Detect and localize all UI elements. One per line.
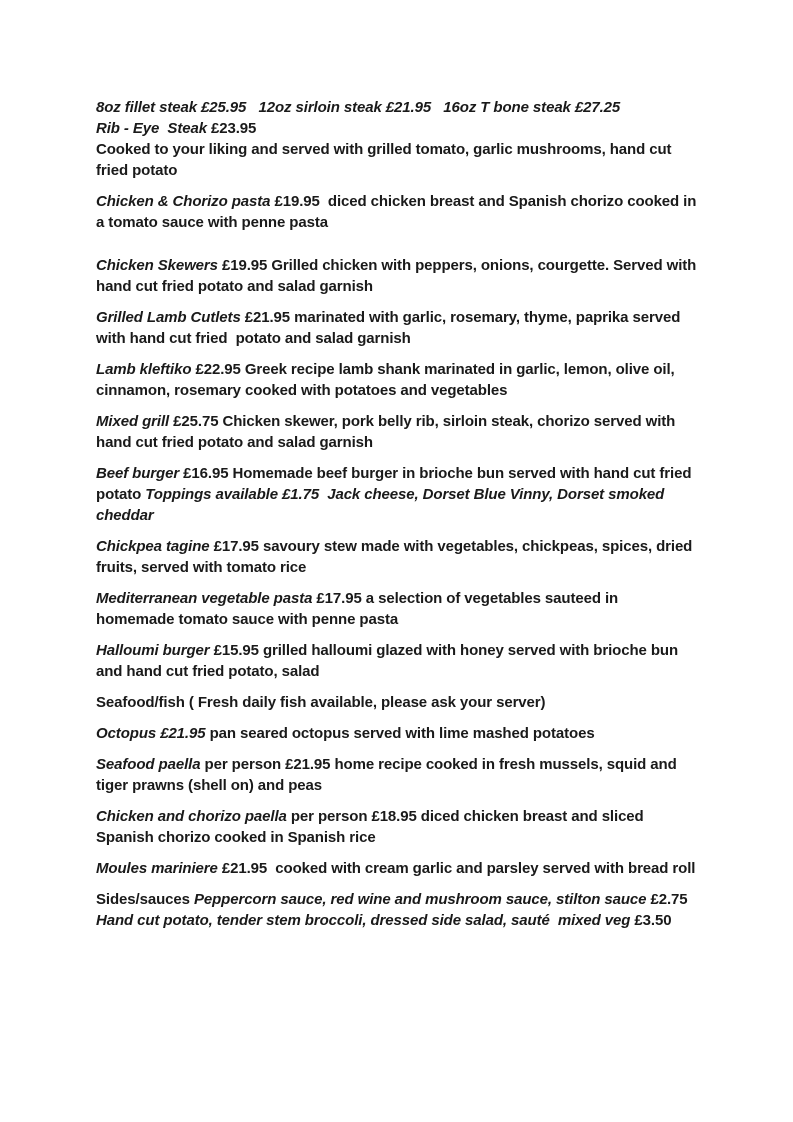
moules-mariniere bbox=[96, 858, 698, 879]
dish-name: Chicken and chorizo paella bbox=[96, 808, 291, 825]
toppings-note: Toppings available £1.75 Jack cheese, Dorset Blue Vinny, Dorset smoked cheddar bbox=[96, 486, 669, 524]
beef-burger bbox=[96, 463, 698, 526]
chickpea-tagine bbox=[96, 536, 698, 578]
dish-name: Mediterranean vegetable pasta bbox=[96, 590, 317, 607]
dish-description: £17.95 savoury stew made with vegetables, chickpeas, spices, dried fruits, served with tomato rice bbox=[96, 538, 697, 576]
grilled-lamb-cutlets bbox=[96, 307, 698, 349]
sides-sauces bbox=[96, 889, 698, 931]
dish-description: £21.95 cooked with cream garlic and parsley served with bread roll bbox=[221, 860, 696, 877]
section-heading: Seafood/fish ( Fresh daily fish available, please ask your server) bbox=[96, 694, 546, 711]
chicken-and-chorizo-paella bbox=[96, 806, 698, 848]
halloumi-burger bbox=[96, 640, 698, 682]
dish-description: £15.95 grilled halloumi glazed with honey served with brioche bun and hand cut fried potato, salad bbox=[96, 642, 683, 680]
dish-name: Chicken Skewers bbox=[96, 257, 222, 274]
mediterranean-vegetable-pasta bbox=[96, 588, 698, 630]
dish-description: £17.95 a selection of vegetables sauteed in homemade tomato sauce with penne pasta bbox=[96, 590, 623, 628]
sauces-price: £2.75 bbox=[650, 891, 692, 908]
dish-name: Beef burger bbox=[96, 465, 184, 482]
chicken-skewers bbox=[96, 255, 701, 297]
sauces-list: Peppercorn sauce, red wine and mushroom sauce, stilton sauce bbox=[193, 891, 651, 908]
dish-name: Moules mariniere bbox=[96, 860, 222, 877]
dish-description: £16.95 Homemade beef burger in brioche bun served with hand cut fried potato bbox=[96, 465, 696, 503]
lamb-kleftiko bbox=[96, 359, 698, 401]
sides-list: Hand cut potato, tender stem broccoli, dressed side salad, sauté mixed veg bbox=[96, 912, 635, 929]
dish-description: £25.75 Chicken skewer, pork belly rib, sirloin steak, chorizo served with hand cut fried potato and salad garnish bbox=[96, 413, 680, 451]
seafood-paella bbox=[96, 754, 698, 796]
steaks-section bbox=[96, 97, 698, 181]
dish-description: per person £18.95 diced chicken breast and sliced Spanish chorizo cooked in Spanish rice bbox=[96, 808, 648, 846]
dish-price: £23.95 bbox=[211, 120, 257, 137]
dish-description: £21.95 marinated with garlic, rosemary, thyme, paprika served with hand cut fried potato and salad garnish bbox=[96, 309, 685, 347]
dish-name: Mixed grill bbox=[96, 413, 174, 430]
dish-description: Cooked to your liking and served with grilled tomato, garlic mushrooms, hand cut fried potato bbox=[96, 141, 676, 179]
dish-description: £19.95 diced chicken breast and Spanish chorizo cooked in a tomato sauce with penne pasta bbox=[96, 193, 701, 231]
dish-name: Rib - Eye Steak bbox=[96, 120, 212, 137]
menu-content bbox=[96, 97, 701, 931]
chicken-chorizo-pasta bbox=[96, 191, 701, 233]
dish-description: £22.95 Greek recipe lamb shank marinated in garlic, lemon, olive oil, cinnamon, rosemary cooked with potatoes and vegetables bbox=[96, 361, 679, 399]
dish-description: £19.95 Grilled chicken with peppers, onions, courgette. Served with hand cut fried potato and salad garnish bbox=[96, 257, 701, 295]
section-heading: Sides/sauces bbox=[96, 891, 194, 908]
sides-price: £3.50 bbox=[634, 912, 672, 929]
dish-name: Chicken & Chorizo pasta bbox=[96, 193, 275, 210]
mixed-grill bbox=[96, 411, 698, 453]
dish-name: Seafood paella bbox=[96, 756, 205, 773]
dish-description: per person £21.95 home recipe cooked in fresh mussels, squid and tiger prawns (shell on) and peas bbox=[96, 756, 681, 794]
dish-name: Lamb kleftiko bbox=[96, 361, 196, 378]
dish-name: Octopus £21.95 bbox=[96, 725, 210, 742]
steak-options-line: 8oz fillet steak £25.95 12oz sirloin steak £21.95 16oz T bone steak £27.25 bbox=[96, 99, 621, 116]
dish-description: pan seared octopus served with lime mashed potatoes bbox=[209, 725, 595, 742]
dish-name: Chickpea tagine bbox=[96, 538, 214, 555]
seafood-fish-heading bbox=[96, 692, 698, 713]
dish-name: Halloumi burger bbox=[96, 642, 214, 659]
dish-name: Grilled Lamb Cutlets bbox=[96, 309, 245, 326]
octopus bbox=[96, 723, 698, 744]
